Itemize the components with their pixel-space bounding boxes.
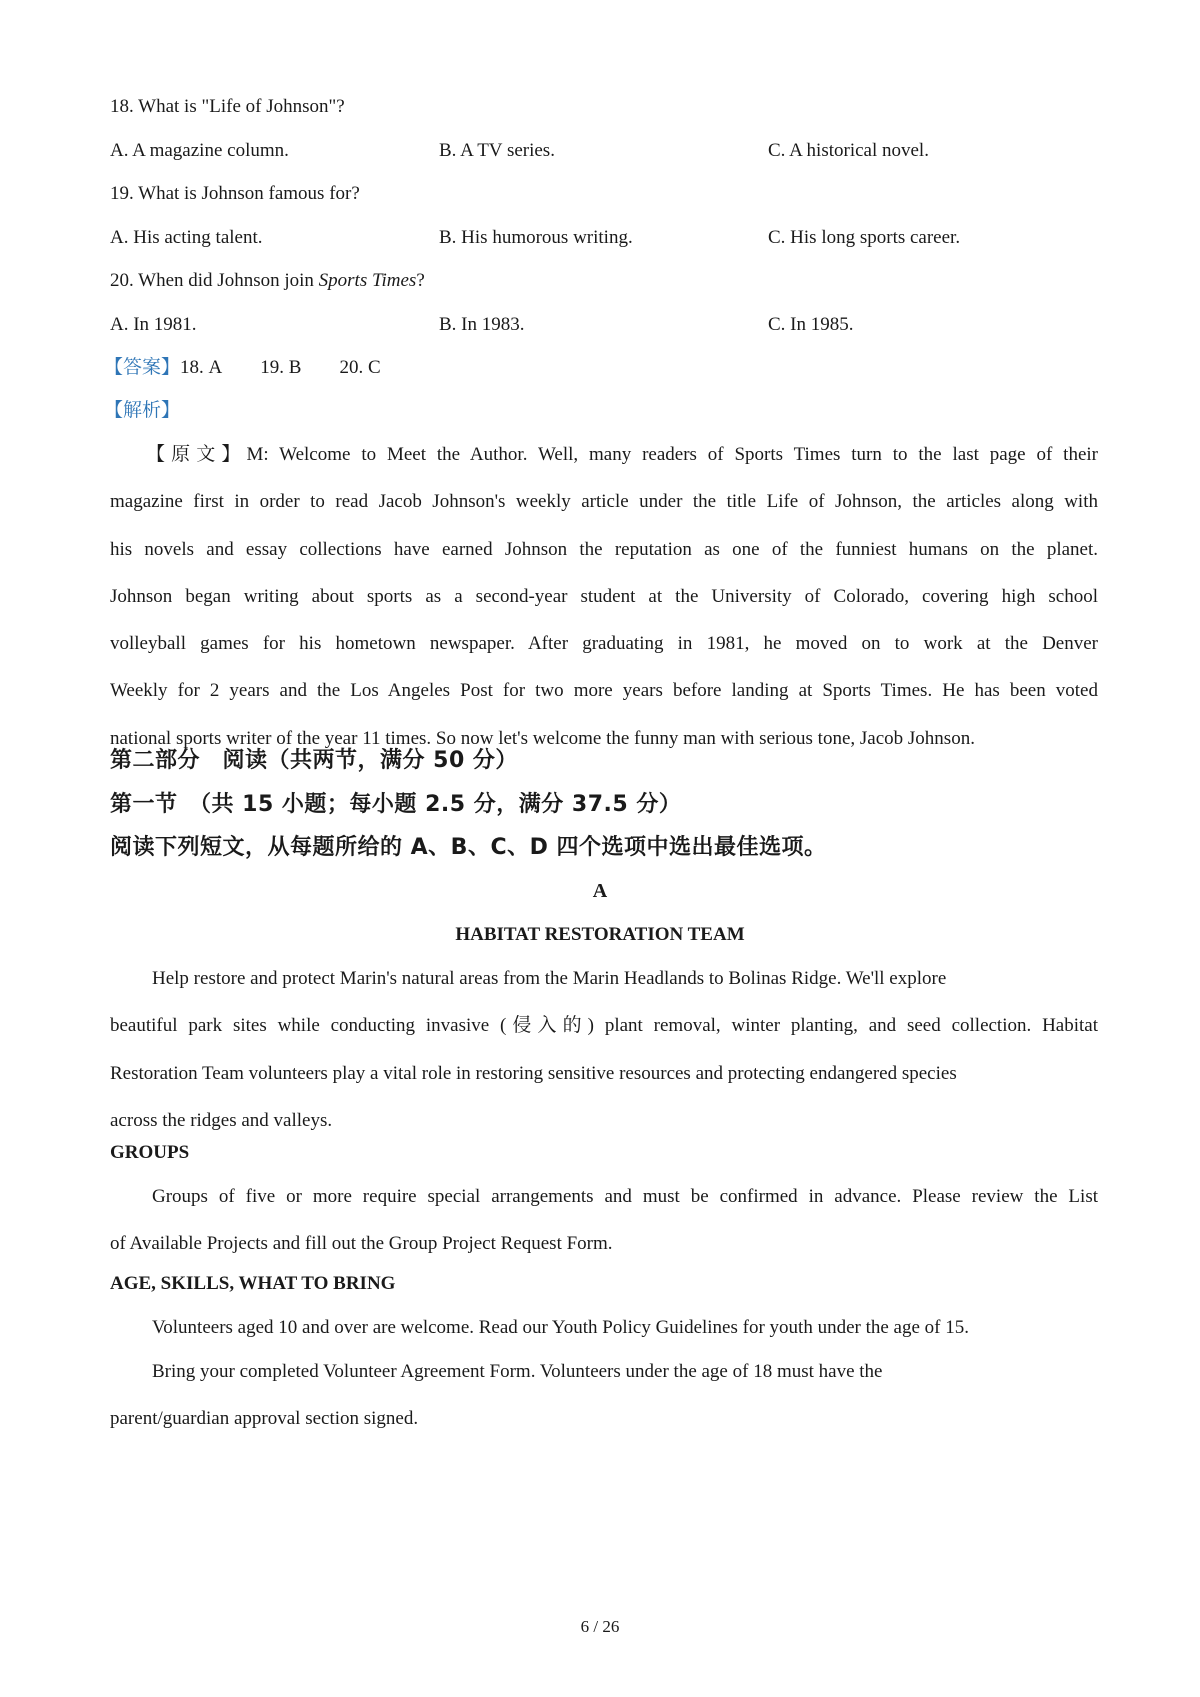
question-18-option-b: B. A TV series. [439, 140, 555, 161]
question-19-option-a: A. His acting talent. [110, 227, 263, 248]
answer-item: 19. B [260, 357, 302, 378]
transcript-line: magazine first in order to read Jacob Johnson's weekly article under the title Life of Johnson, the articles along with [110, 491, 1098, 513]
transcript-line: Weekly for 2 years and the Los Angeles Post for two more years before landing at Sports Times. He has been voted [110, 680, 1098, 702]
question-20-stem-prefix: 20. When did Johnson join [110, 270, 319, 291]
groups-paragraph [110, 1173, 1098, 1268]
question-20-stem-suffix: ? [416, 270, 425, 291]
groups-line: Groups of five or more require special arrangements and must be confirmed in advance. Please review the List [152, 1186, 1098, 1207]
question-19-stem: 19. What is Johnson famous for? [110, 183, 360, 204]
question-20-option-c: C. In 1985. [768, 314, 854, 335]
transcript-line: volleyball games for his hometown newspaper. After graduating in 1981, he moved on to work at the Denver [110, 633, 1098, 655]
answer-item: 18. A [180, 357, 223, 378]
question-18-option-c: C. A historical novel. [768, 140, 929, 161]
passage-intro-paragraph [110, 955, 1098, 1144]
bring-line: Bring your completed Volunteer Agreement Form. Volunteers under the age of 18 must have the [152, 1361, 883, 1382]
question-20-option-a: A. In 1981. [110, 314, 197, 335]
question-20-stem-italic: Sports Times [318, 270, 417, 291]
passage-letter: A [592, 880, 608, 902]
bring-line: parent/guardian approval section signed. [110, 1408, 419, 1430]
transcript-line: 【原文】M: Welcome to Meet the Author. Well, many readers of Sports Times turn to the last page of their [146, 444, 1098, 465]
page-number: 6 / 26 [580, 1617, 620, 1636]
passage-intro-line: across the ridges and valleys. [110, 1109, 333, 1131]
passage-intro-line: Restoration Team volunteers play a vital role in restoring sensitive resources and protecting endangered species [110, 1062, 957, 1084]
groups-heading: GROUPS [110, 1142, 190, 1163]
bring-paragraph [110, 1348, 1098, 1443]
question-19-option-b: B. His humorous writing. [439, 227, 633, 248]
analysis-label: 【解析】 [104, 400, 181, 421]
groups-line: of Available Projects and fill out the Group Project Request Form. [110, 1233, 613, 1255]
question-18-option-a: A. A magazine column. [110, 140, 289, 161]
answer-item: 20. C [339, 357, 381, 378]
transcript-line: national sports writer of the year 11 times. So now let's welcome the funny man with serious tone, Jacob Johnson. [110, 727, 975, 749]
answer-label: 【答案】 [104, 357, 181, 378]
question-20-option-b: B. In 1983. [439, 314, 525, 335]
transcript-line: Johnson began writing about sports as a second-year student at the University of Colorado, covering high school [110, 585, 1098, 607]
answer-line [104, 356, 381, 380]
part-two-heading: 第二部分 阅读（共两节，满分 50 分） [110, 748, 518, 773]
question-18-stem: 18. What is "Life of Johnson"? [110, 96, 345, 117]
transcript-paragraph [110, 431, 1098, 762]
age-paragraph: Volunteers aged 10 and over are welcome. Read our Youth Policy Guidelines for youth under the age of 15. [152, 1317, 969, 1338]
passage-intro-line: Help restore and protect Marin's natural areas from the Marin Headlands to Bolinas Ridge. We'll explore [152, 968, 947, 989]
reading-instruction: 阅读下列短文，从每题所给的 A、B、C、D 四个选项中选出最佳选项。 [110, 835, 827, 860]
question-20-stem [110, 269, 425, 293]
transcript-line: his novels and essay collections have earned Johnson the reputation as one of the funniest humans on the planet. [110, 538, 1098, 560]
passage-intro-line: beautiful park sites while conducting invasive (侵入的) plant removal, winter planting, and seed collection. Habitat [110, 1015, 1098, 1037]
section-one-heading: 第一节 （共 15 小题；每小题 2.5 分，满分 37.5 分） [110, 792, 682, 817]
transcript-label: 【原文】 [146, 444, 247, 465]
age-skills-heading: AGE, SKILLS, WHAT TO BRING [110, 1273, 396, 1294]
passage-title: HABITAT RESTORATION TEAM [455, 924, 745, 945]
question-19-option-c: C. His long sports career. [768, 227, 961, 248]
